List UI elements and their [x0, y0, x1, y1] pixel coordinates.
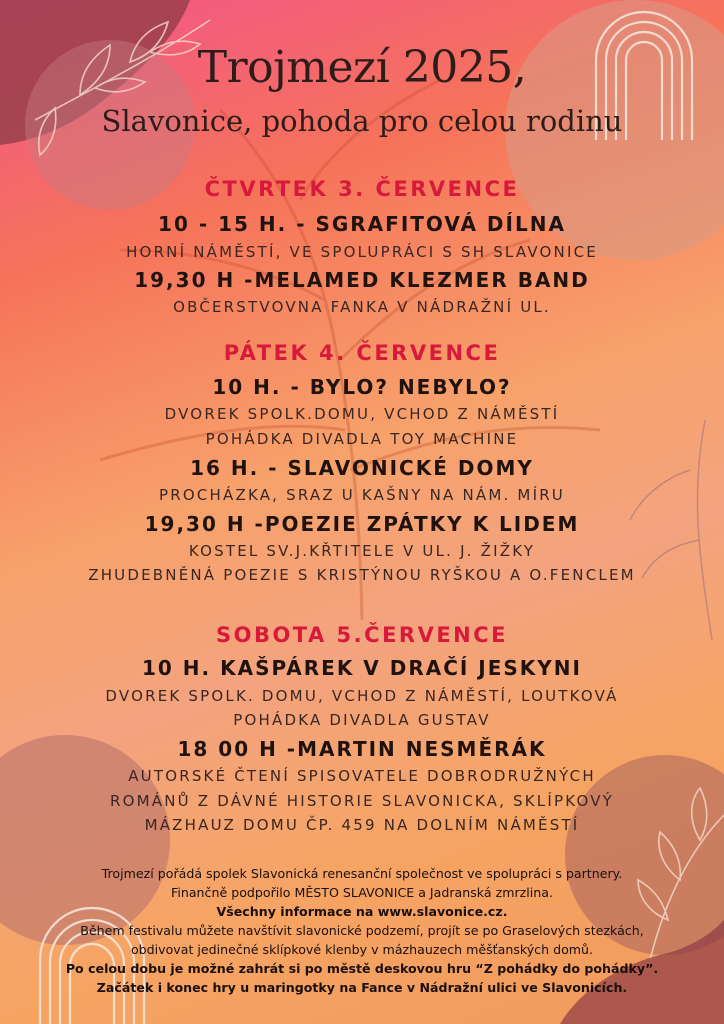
footer-line-game: Po celou dobu je možné zahrát si po městě deskovou hru “Z pohádky do pohádky”. — [65, 961, 659, 976]
footer-line-game-start: Začátek i konec hry u maringotky na Fance v Nádražní ulici ve Slavonicích. — [96, 980, 628, 995]
event-detail: OBČERSTVOVNA FANKA V NÁDRAŽNÍ UL. — [173, 298, 551, 316]
poster-subtitle: Slavonice, pohoda pro celou rodinu — [101, 104, 623, 138]
footer-info — [0, 864, 724, 997]
event-detail: PROCHÁZKA, SRAZ U KAŠNY NA NÁM. MÍRU — [158, 486, 565, 504]
event-detail: AUTORSKÉ ČTENÍ SPISOVATELE DOBRODRUŽNÝCH — [128, 767, 596, 785]
event-title: 10 - 15 H. - SGRAFITOVÁ DÍLNA — [158, 212, 566, 236]
event-detail: POHÁDKA DIVADLA TOY MACHINE — [205, 430, 519, 448]
event-title: 10 H. KAŠPÁREK V DRAČÍ JESKYNI — [142, 656, 582, 680]
event-detail: ZHUDEBNĚNÁ POEZIE S KRISTÝNOU RYŠKOU A O.FENCLEM — [88, 566, 636, 584]
poster-title: Trojmezí 2025, — [197, 42, 527, 93]
event-detail: MÁZHAUZ DOMU ČP. 459 NA DOLNÍM NÁMĚSTÍ — [144, 816, 580, 834]
footer-line: Finančně podpořilo MĚSTO SLAVONICE a Jadranská zmrzlina. — [171, 885, 553, 900]
event-title: 16 H. - SLAVONICKÉ DOMY — [190, 456, 534, 480]
event-detail: DVOREK SPOLK.DOMU, VCHOD Z NÁMĚSTÍ — [164, 405, 560, 423]
footer-line: Trojmezí pořádá spolek Slavonická renesanční společnost ve spolupráci s partnery. — [101, 866, 623, 881]
event-title: 19,30 H -POEZIE ZPÁTKY K LIDEM — [144, 512, 580, 536]
event-detail: DVOREK SPOLK. DOMU, VCHOD Z NÁMĚSTÍ, LOUTKOVÁ — [105, 687, 619, 705]
footer-line-website: Všechny informace na www.slavonice.cz. — [216, 904, 508, 919]
event-detail: HORNÍ NÁMĚSTÍ, VE SPOLUPRÁCI S SH SLAVONICE — [126, 243, 598, 261]
footer-line: obdivovat jedinečné sklípkové klenby v mázhauzech měšťanských domů. — [130, 942, 594, 957]
day-heading-saturday: SOBOTA 5.ČERVENCE — [215, 623, 509, 647]
event-title: 19,30 H -MELAMED KLEZMER BAND — [134, 268, 590, 292]
event-title: 10 H. - BYLO? NEBYLO? — [212, 375, 512, 399]
footer-line: Během festivalu můžete navštívit slavonické podzemí, projít se po Graselových stezkách, — [80, 923, 644, 938]
day-heading-friday: PÁTEK 4. ČERVENCE — [223, 341, 501, 365]
event-title: 18 00 H -MARTIN NESMĚRÁK — [177, 737, 547, 761]
event-detail: ROMÁNŮ Z DÁVNÉ HISTORIE SLAVONICKA, SKLÍPKOVÝ — [109, 792, 615, 810]
day-heading-thursday: ČTVRTEK 3. ČERVENCE — [204, 177, 520, 201]
event-detail: POHÁDKA DIVADLA GUSTAV — [233, 711, 491, 729]
event-detail: KOSTEL SV.J.KŘTITELE V UL. J. ŽIŽKY — [188, 542, 536, 560]
